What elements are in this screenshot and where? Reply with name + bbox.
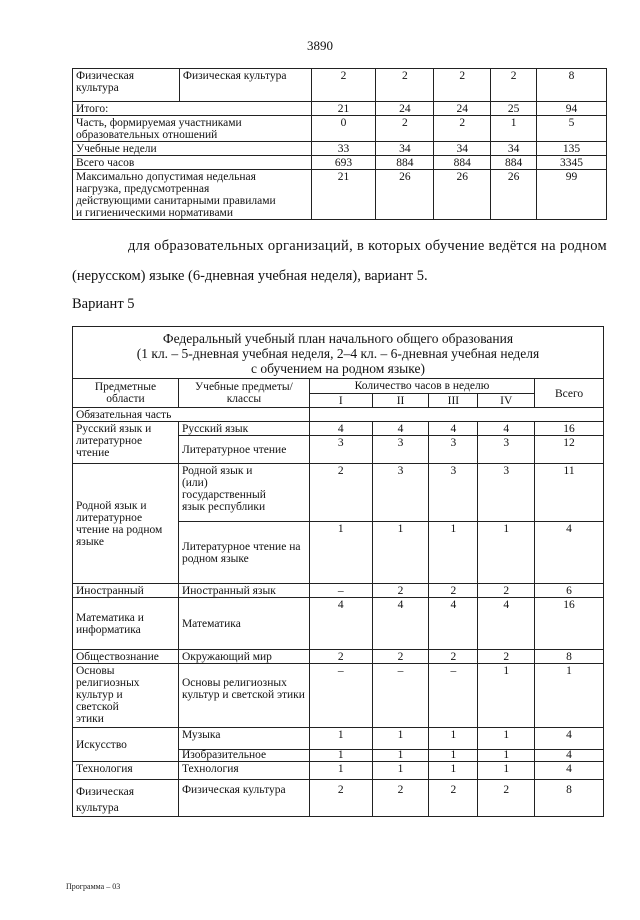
value-cell: 1 <box>478 522 535 584</box>
value-cell: 2 <box>309 780 372 817</box>
value-cell: 1 <box>491 116 537 142</box>
area-cell: Иностранный <box>73 584 179 598</box>
value-cell: 1 <box>429 728 478 750</box>
header-grade: III <box>429 393 478 408</box>
value-cell: 2 <box>372 650 429 664</box>
header-hours-per-week: Количество часов в неделю <box>309 379 534 394</box>
value-cell: 2 <box>309 464 372 522</box>
total-cell: 3345 <box>537 156 607 170</box>
value-cell: 2 <box>434 69 491 102</box>
value-cell: 1 <box>478 664 535 728</box>
value-cell: 1 <box>478 728 535 750</box>
row-label: Итого: <box>73 102 312 116</box>
total-cell: 4 <box>535 750 604 762</box>
area-cell: Обществознание <box>73 650 179 664</box>
value-cell: 1 <box>429 750 478 762</box>
subject-cell: Основы религиозных культур и светской этики <box>178 664 309 728</box>
total-cell: 5 <box>537 116 607 142</box>
value-cell: 3 <box>429 464 478 522</box>
value-cell: 4 <box>372 422 429 436</box>
total-cell: 16 <box>535 598 604 650</box>
value-cell: 33 <box>311 142 376 156</box>
table-row <box>73 142 607 156</box>
table-row <box>73 650 604 664</box>
header-areas: Предметные области <box>73 379 179 408</box>
total-cell: 99 <box>537 170 607 220</box>
area-cell: Математика и информатика <box>73 598 179 650</box>
total-cell: 4 <box>535 762 604 780</box>
value-cell: 34 <box>376 142 434 156</box>
value-cell: 1 <box>372 762 429 780</box>
value-cell: 21 <box>311 170 376 220</box>
value-cell: 4 <box>478 422 535 436</box>
header-row <box>73 379 604 394</box>
total-cell: 6 <box>535 584 604 598</box>
value-cell: 21 <box>311 102 376 116</box>
value-cell: 2 <box>311 69 376 102</box>
value-cell: – <box>309 584 372 598</box>
area-cell: Физическая культура <box>73 69 180 102</box>
value-cell: 24 <box>434 102 491 116</box>
value-cell: 1 <box>372 728 429 750</box>
total-cell: 12 <box>535 436 604 464</box>
value-cell: 2 <box>478 584 535 598</box>
value-cell: 2 <box>478 650 535 664</box>
value-cell: 25 <box>491 102 537 116</box>
row-label: Максимально допустимая недельная нагрузка, предусмотренная действующими санитарными правилами и гигиеническими нормативами <box>73 170 312 220</box>
table-row <box>73 116 607 142</box>
area-cell: Технология <box>73 762 179 780</box>
total-cell: 8 <box>535 650 604 664</box>
table-row <box>73 664 604 728</box>
value-cell: 34 <box>434 142 491 156</box>
total-cell: 8 <box>535 780 604 817</box>
value-cell: – <box>309 664 372 728</box>
value-cell: 3 <box>309 436 372 464</box>
subject-cell: Родной язык и (или) государственный язык республики <box>178 464 309 522</box>
value-cell: 26 <box>491 170 537 220</box>
value-cell: 1 <box>478 750 535 762</box>
table-row <box>73 780 604 817</box>
empty-cell <box>309 408 603 422</box>
value-cell: 4 <box>372 598 429 650</box>
table-row <box>73 102 607 116</box>
area-cell: Русский язык и литературное чтение <box>73 422 179 464</box>
value-cell: 2 <box>434 116 491 142</box>
header-grade: IV <box>478 393 535 408</box>
subject-cell: Изобразительное <box>178 750 309 762</box>
value-cell: 1 <box>372 522 429 584</box>
table-row <box>73 728 604 750</box>
row-label: Часть, формируемая участниками образовательных отношений <box>73 116 312 142</box>
value-cell: 1 <box>309 522 372 584</box>
table-row <box>73 156 607 170</box>
table-title-line-1: Федеральный учебный план начального общего образования <box>162 331 514 346</box>
area-cell: Физическая культура <box>73 780 179 817</box>
table-row <box>73 422 604 436</box>
value-cell: 2 <box>376 69 434 102</box>
area-cell: Искусство <box>73 728 179 762</box>
row-label: Учебные недели <box>73 142 312 156</box>
subject-cell: Иностранный язык <box>178 584 309 598</box>
total-cell: 16 <box>535 422 604 436</box>
table-row <box>73 762 604 780</box>
value-cell: 884 <box>376 156 434 170</box>
header-total: Всего <box>535 379 604 408</box>
table-title-line-2: (1 кл. – 5-дневная учебная неделя, 2–4 кл. – 6-дневная учебная неделя <box>136 346 540 361</box>
value-cell: 2 <box>478 780 535 817</box>
section-row <box>73 408 604 422</box>
row-label: Всего часов <box>73 156 312 170</box>
page-number: 3890 <box>307 38 333 53</box>
total-cell: 4 <box>535 522 604 584</box>
value-cell: 884 <box>434 156 491 170</box>
value-cell: 4 <box>309 598 372 650</box>
header-grade: I <box>309 393 372 408</box>
variant-heading: Вариант 5 <box>72 296 135 312</box>
total-cell: 1 <box>535 664 604 728</box>
value-cell: 24 <box>376 102 434 116</box>
table-title <box>73 327 604 379</box>
total-cell: 8 <box>537 69 607 102</box>
value-cell: – <box>429 664 478 728</box>
value-cell: 1 <box>309 728 372 750</box>
value-cell: 4 <box>478 598 535 650</box>
header-subjects: Учебные предметы/ классы <box>178 379 309 408</box>
subject-cell: Математика <box>178 598 309 650</box>
value-cell: 2 <box>429 780 478 817</box>
subject-cell: Окружающий мир <box>178 650 309 664</box>
subject-cell: Музыка <box>178 728 309 750</box>
total-cell: 4 <box>535 728 604 750</box>
value-cell: 1 <box>478 762 535 780</box>
body-paragraph-line-1: для образовательных организаций, в которых обучение ведётся на родном <box>128 238 607 254</box>
value-cell: 3 <box>478 436 535 464</box>
table-title-row <box>73 327 604 379</box>
value-cell: 4 <box>309 422 372 436</box>
total-cell: 135 <box>537 142 607 156</box>
value-cell: 1 <box>429 522 478 584</box>
table-row <box>73 464 604 522</box>
header-grade: II <box>372 393 429 408</box>
value-cell: 3 <box>478 464 535 522</box>
value-cell: 2 <box>376 116 434 142</box>
table-row <box>73 584 604 598</box>
value-cell: 1 <box>429 762 478 780</box>
table-row <box>73 69 607 102</box>
value-cell: 1 <box>309 762 372 780</box>
value-cell: 2 <box>372 584 429 598</box>
previous-plan-table-continuation <box>72 68 607 220</box>
table-title-line-3: с обучением на родном языке) <box>251 361 425 376</box>
value-cell: – <box>372 664 429 728</box>
value-cell: 884 <box>491 156 537 170</box>
subject-cell: Русский язык <box>178 422 309 436</box>
value-cell: 1 <box>372 750 429 762</box>
value-cell: 3 <box>372 436 429 464</box>
total-cell: 94 <box>537 102 607 116</box>
value-cell: 26 <box>434 170 491 220</box>
total-cell: 11 <box>535 464 604 522</box>
value-cell: 4 <box>429 422 478 436</box>
value-cell: 2 <box>491 69 537 102</box>
value-cell: 693 <box>311 156 376 170</box>
value-cell: 2 <box>429 650 478 664</box>
subject-cell: Физическая культура <box>178 780 309 817</box>
subject-cell: Литературное чтение на родном языке <box>178 522 309 584</box>
subject-cell: Физическая культура <box>179 69 311 102</box>
subject-cell: Технология <box>178 762 309 780</box>
value-cell: 26 <box>376 170 434 220</box>
value-cell: 3 <box>429 436 478 464</box>
mandatory-part-label: Обязательная часть <box>73 408 310 422</box>
value-cell: 0 <box>311 116 376 142</box>
table-row <box>73 598 604 650</box>
subject-cell: Литературное чтение <box>178 436 309 464</box>
value-cell: 1 <box>309 750 372 762</box>
body-paragraph-line-2: (нерусском) языке (6-дневная учебная неделя), вариант 5. <box>72 268 428 284</box>
area-cell: Родной язык и литературное чтение на родном языке <box>73 464 179 584</box>
table-row <box>73 170 607 220</box>
value-cell: 2 <box>372 780 429 817</box>
value-cell: 2 <box>309 650 372 664</box>
value-cell: 3 <box>372 464 429 522</box>
area-cell: Основы религиозных культур и светской этики <box>73 664 179 728</box>
page-footer: Программа – 03 <box>66 882 121 891</box>
value-cell: 4 <box>429 598 478 650</box>
value-cell: 2 <box>429 584 478 598</box>
value-cell: 34 <box>491 142 537 156</box>
federal-curriculum-table <box>72 326 604 817</box>
